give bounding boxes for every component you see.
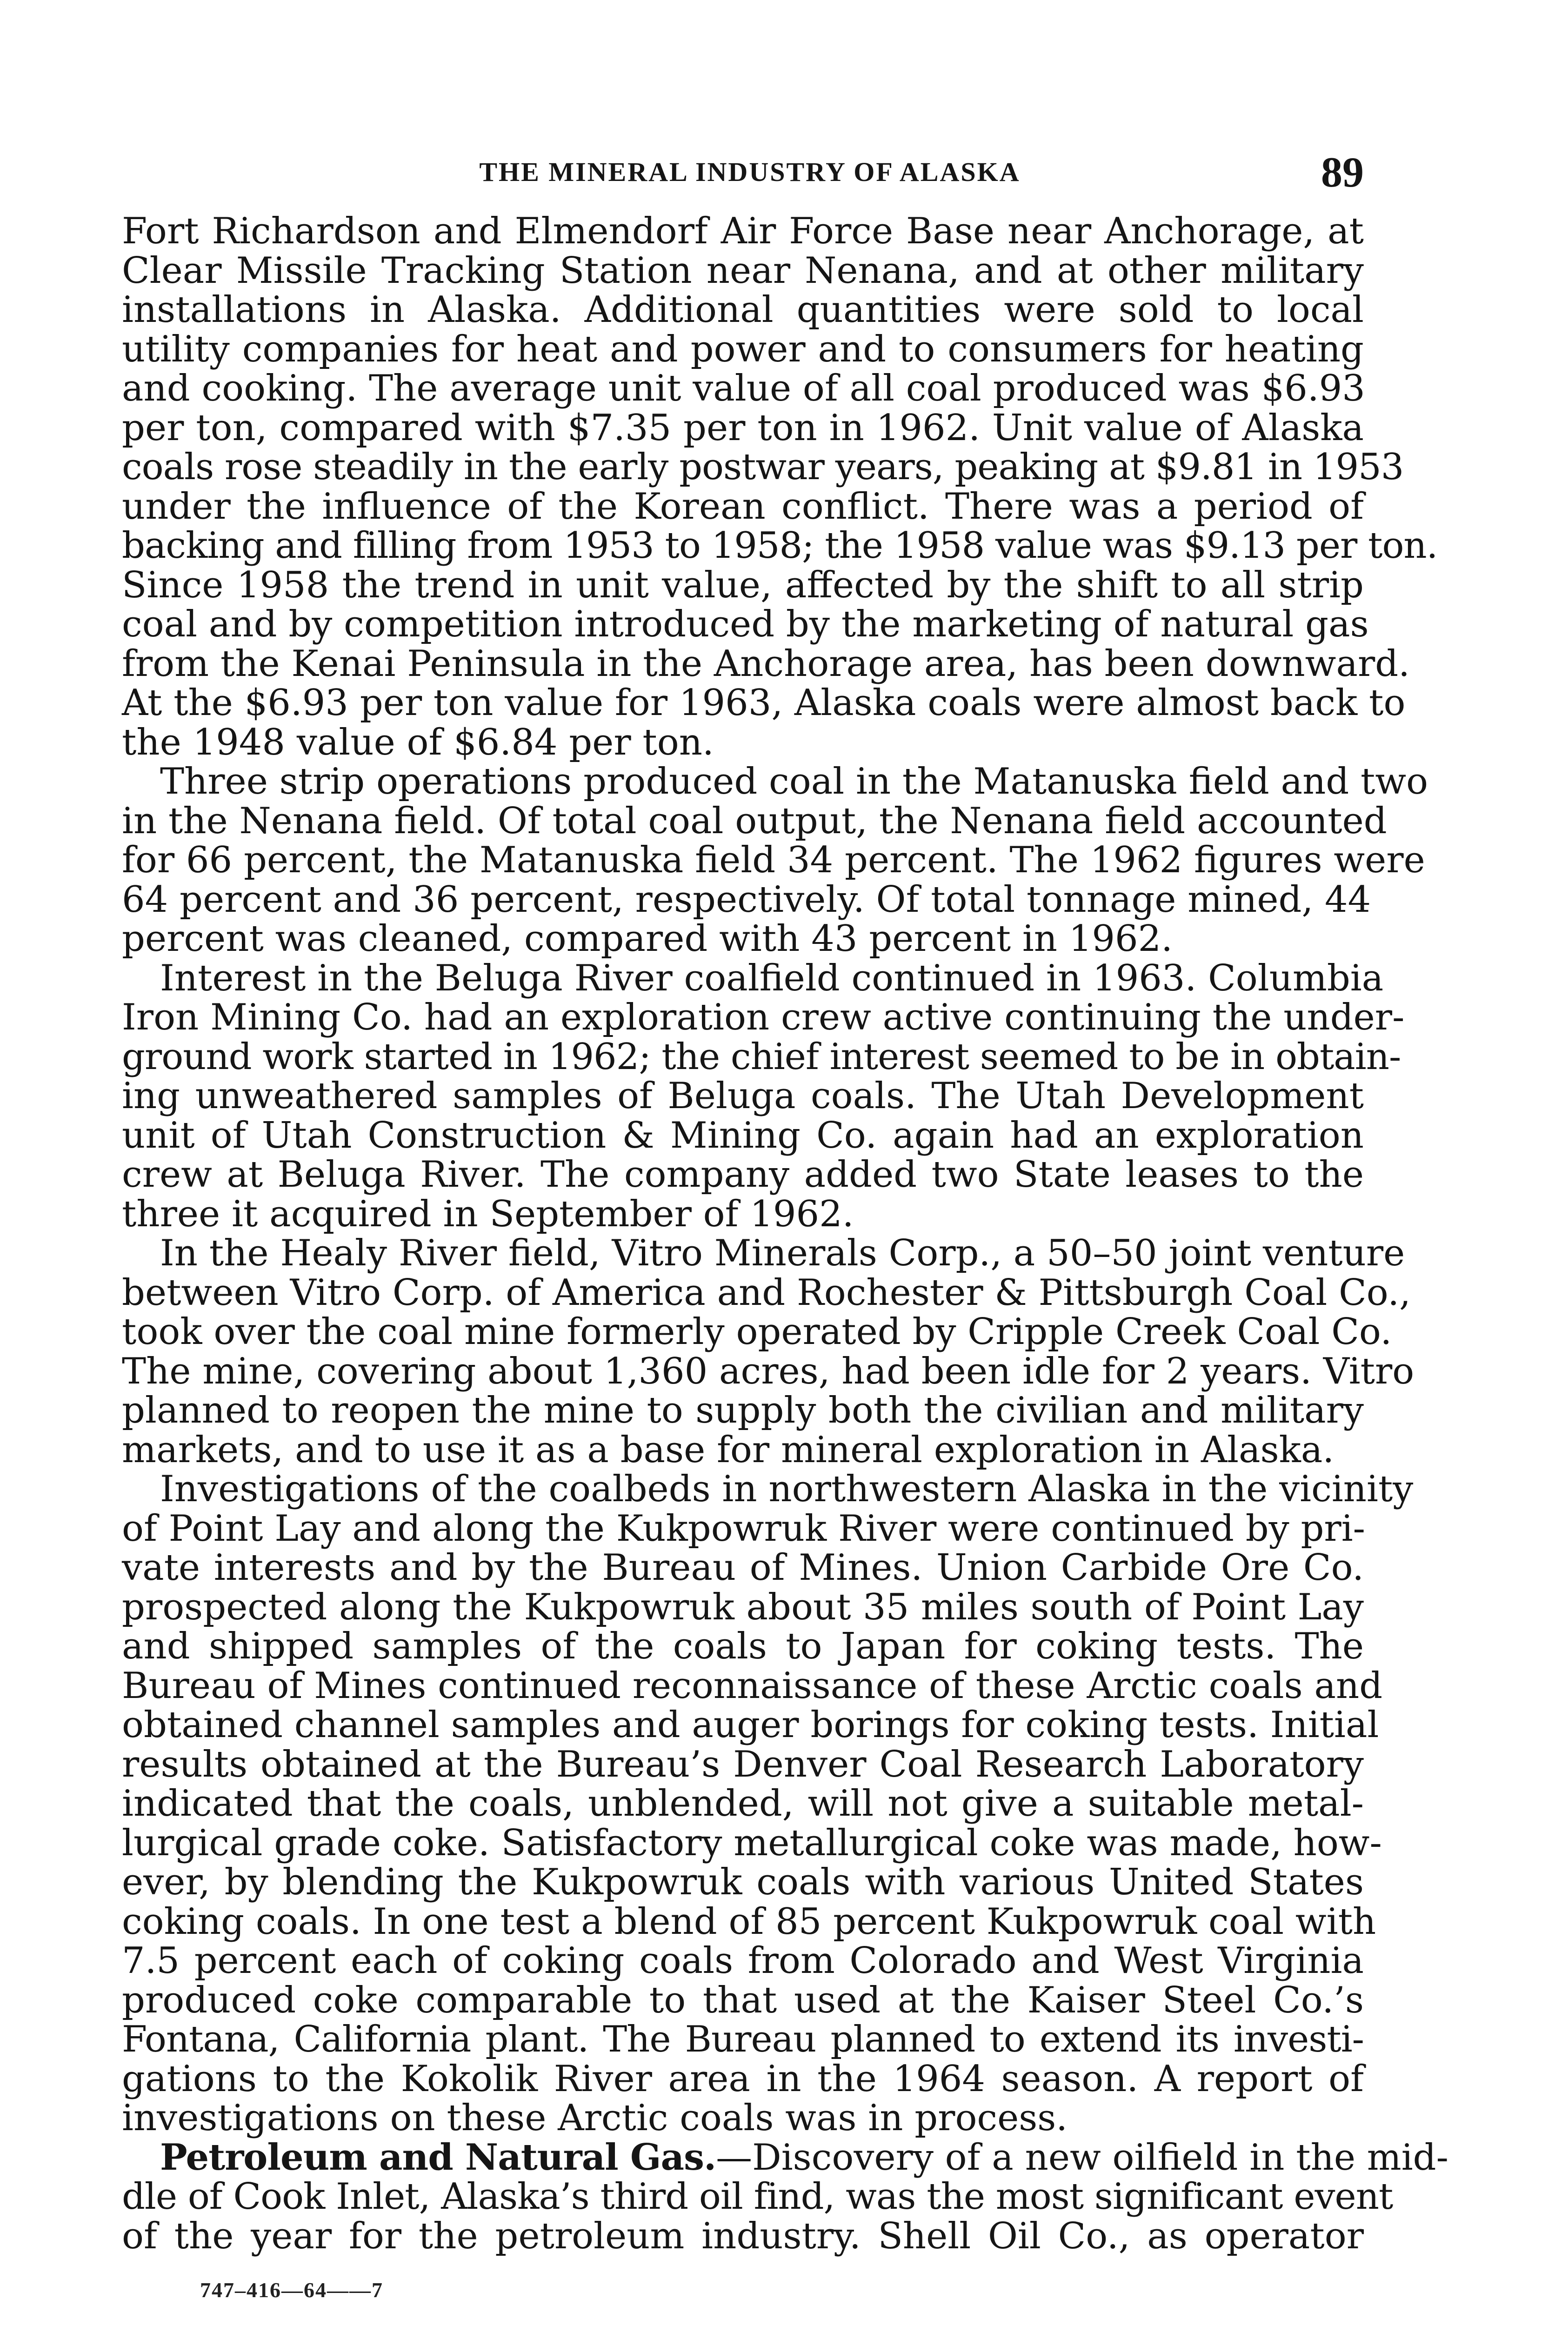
text-line: crew at Beluga River. The company added two State leases to the xyxy=(122,1154,1364,1196)
text-line: 7.5 percent each of coking coals from Colorado and West Virginia xyxy=(122,1940,1364,1982)
text-line: the 1948 value of $6.84 per ton. xyxy=(122,721,714,763)
text-line: from the Kenai Peninsula in the Anchorage area, has been downward. xyxy=(122,642,1410,685)
text-line: ground work started in 1962; the chief interest seemed to be in obtain- xyxy=(122,1036,1401,1078)
text-line: took over the coal mine formerly operated by Cripple Creek Coal Co. xyxy=(122,1311,1392,1353)
text-line: In the Healy River field, Vitro Minerals Corp., a 50–50 joint venture xyxy=(160,1232,1405,1274)
text-line: unit of Utah Construction & Mining Co. again had an exploration xyxy=(122,1114,1364,1156)
text-line: coal and by competition introduced by the marketing of natural gas xyxy=(122,603,1369,645)
text-line: Iron Mining Co. had an exploration crew active continuing the under- xyxy=(122,996,1405,1038)
text-line: vate interests and by the Bureau of Mines. Union Carbide Ore Co. xyxy=(122,1547,1364,1589)
text-line: At the $6.93 per ton value for 1963, Alaska coals were almost back to xyxy=(122,682,1406,724)
text-line: produced coke comparable to that used at the Kaiser Steel Co.’s xyxy=(122,1979,1364,2021)
text-line: Investigations of the coalbeds in northwestern Alaska in the vicinity xyxy=(160,1468,1414,1510)
body-text xyxy=(122,210,1448,2257)
text-line: and shipped samples of the coals to Japan for coking tests. The xyxy=(122,1625,1364,1667)
text-line: investigations on these Arctic coals was in process. xyxy=(122,2097,1068,2139)
text-line: markets, and to use it as a base for mineral exploration in Alaska. xyxy=(122,1429,1334,1471)
text-line: and cooking. The average unit value of all coal produced was $6.93 xyxy=(122,368,1365,409)
text-line: of the year for the petroleum industry. Shell Oil Co., as operator xyxy=(122,2215,1364,2257)
text-line: Since 1958 the trend in unit value, affected by the shift to all strip xyxy=(122,564,1364,606)
text-line: per ton, compared with $7.35 per ton in 1962. Unit value of Alaska xyxy=(122,407,1364,449)
text-line: installations in Alaska. Additional quantities were sold to local xyxy=(122,289,1364,331)
text-line: of Point Lay and along the Kukpowruk River were continued by pri- xyxy=(122,1507,1366,1550)
running-head xyxy=(122,147,1364,198)
text-line: ever, by blending the Kukpowruk coals with various United States xyxy=(122,1861,1364,1903)
text-run: —Discovery of a new oilfield in the mid- xyxy=(716,2136,1448,2179)
text-line: ing unweathered samples of Beluga coals. The Utah Development xyxy=(122,1075,1364,1117)
text-line: percent was cleaned, compared with 43 percent in 1962. xyxy=(122,918,1173,960)
section-heading: Petroleum and Natural Gas. xyxy=(160,2136,716,2179)
text-line: lurgical grade coke. Satisfactory metallurgical coke was made, how- xyxy=(122,1822,1382,1864)
page-number: 89 xyxy=(1321,148,1364,196)
text-line: under the influence of the Korean conflict. There was a period of xyxy=(122,485,1364,528)
text-line: Bureau of Mines continued reconnaissance of these Arctic coals and xyxy=(122,1664,1383,1707)
text-line: coking coals. In one test a blend of 85 percent Kukpowruk coal with xyxy=(122,1900,1376,1943)
text-line: indicated that the coals, unblended, will not give a suitable metal- xyxy=(122,1783,1364,1825)
text-line: coals rose steadily in the early postwar years, peaking at $9.81 in 1953 xyxy=(122,446,1404,488)
text-line: Three strip operations produced coal in the Matanuska field and two xyxy=(160,761,1428,802)
text-line: Interest in the Beluga River coalfield continued in 1963. Columbia xyxy=(160,957,1384,999)
text-line: Clear Missile Tracking Station near Nenana, and at other military xyxy=(122,249,1364,292)
section-heading-line xyxy=(122,2136,1448,2179)
text-line: Fort Richardson and Elmendorf Air Force Base near Anchorage, at xyxy=(122,210,1364,252)
text-line: gations to the Kokolik River area in the 1964 season. A report of xyxy=(122,2058,1364,2100)
text-line: between Vitro Corp. of America and Rochester & Pittsburgh Coal Co., xyxy=(122,1271,1411,1314)
text-line: dle of Cook Inlet, Alaska’s third oil find, was the most significant event xyxy=(122,2176,1393,2218)
text-line: backing and filling from 1953 to 1958; the 1958 value was $9.13 per ton. xyxy=(122,525,1438,567)
text-line: planned to reopen the mine to supply both the civilian and military xyxy=(122,1390,1364,1431)
text-line: prospected along the Kukpowruk about 35 miles south of Point Lay xyxy=(122,1586,1364,1628)
text-line: for 66 percent, the Matanuska field 34 percent. The 1962 figures were xyxy=(122,839,1425,881)
text-line: Fontana, California plant. The Bureau planned to extend its investi- xyxy=(122,2019,1364,2060)
text-line: three it acquired in September of 1962. xyxy=(122,1193,854,1235)
text-line: 64 percent and 36 percent, respectively. Of total tonnage mined, 44 xyxy=(122,878,1371,921)
text-line: utility companies for heat and power and to consumers for heating xyxy=(122,328,1364,370)
text-line: obtained channel samples and auger borings for coking tests. Initial xyxy=(122,1704,1379,1746)
print-code: 747–416—64——7 xyxy=(200,2278,383,2302)
running-title: THE MINERAL INDUSTRY OF ALASKA xyxy=(479,157,1021,187)
text-line: The mine, covering about 1,360 acres, had been idle for 2 years. Vitro xyxy=(122,1350,1415,1392)
text-line: in the Nenana field. Of total coal output, the Nenana field accounted xyxy=(122,800,1387,842)
text-line: results obtained at the Bureau’s Denver Coal Research Laboratory xyxy=(122,1743,1364,1785)
